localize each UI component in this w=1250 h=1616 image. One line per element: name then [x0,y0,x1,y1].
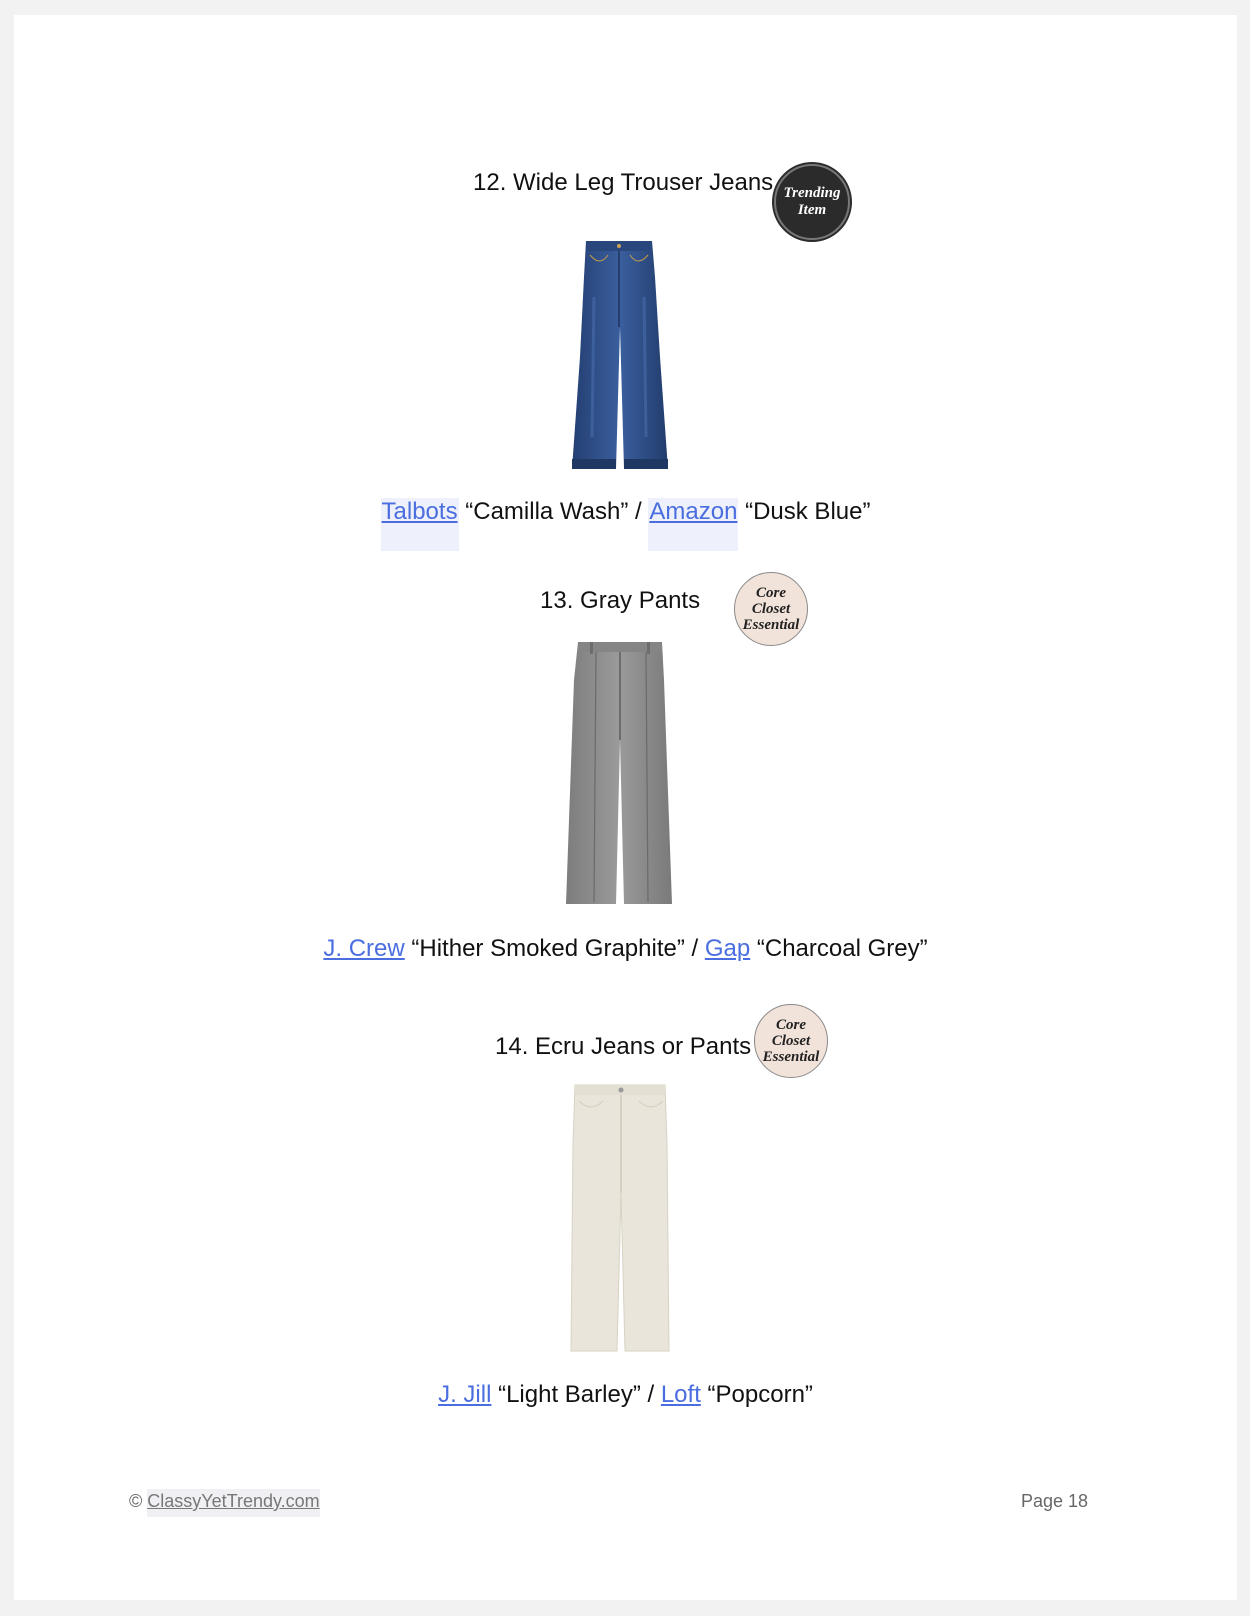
ecru-jeans-image [567,1083,675,1355]
item-14-desc-1: “Light Barley” / [491,1381,661,1408]
item-12-sources [14,497,1237,527]
item-13-sources [14,934,1237,964]
footer-copyright [129,1491,320,1512]
badge-line: Core [756,585,786,601]
jcrew-link[interactable]: J. Crew [323,935,405,962]
loft-link[interactable]: Loft [660,1381,701,1408]
badge-line: Closet [751,601,791,617]
badge-line: Trending [783,185,841,201]
amazon-link[interactable]: Amazon [648,498,738,551]
badge-line: Closet [771,1033,811,1049]
core-closet-essential-badge [734,572,808,646]
badge-line: Item [797,202,827,218]
item-14-desc-2: “Popcorn” [700,1381,813,1408]
item-12-desc-1: “Camilla Wash” / [458,498,649,525]
badge-line: Essential [742,617,800,633]
talbots-link[interactable]: Talbots [381,498,459,551]
gray-pants-image [562,640,678,908]
blue-wide-leg-jeans-image [564,237,674,473]
item-12-desc-2: “Dusk Blue” [738,498,871,525]
badge-line: Essential [762,1049,820,1065]
site-link[interactable]: ClassyYetTrendy.com [147,1489,319,1517]
jjill-link[interactable]: J. Jill [438,1381,492,1408]
core-closet-essential-badge [754,1004,828,1078]
item-13-desc-2: “Charcoal Grey” [750,935,928,962]
item-14-sources [14,1380,1237,1410]
item-13-desc-1: “Hither Smoked Graphite” / [404,935,705,962]
document-page [14,15,1237,1600]
gap-link[interactable]: Gap [704,935,751,962]
copyright-symbol: © [129,1491,148,1511]
trending-item-badge [774,164,850,240]
item-12-title: 12. Wide Leg Trouser Jeans [473,169,774,196]
item-13-title: 13. Gray Pants [540,587,701,614]
page-number: Page 18 [1021,1491,1089,1511]
badge-line: Core [776,1017,806,1033]
item-14-title: 14. Ecru Jeans or Pants [495,1033,752,1060]
